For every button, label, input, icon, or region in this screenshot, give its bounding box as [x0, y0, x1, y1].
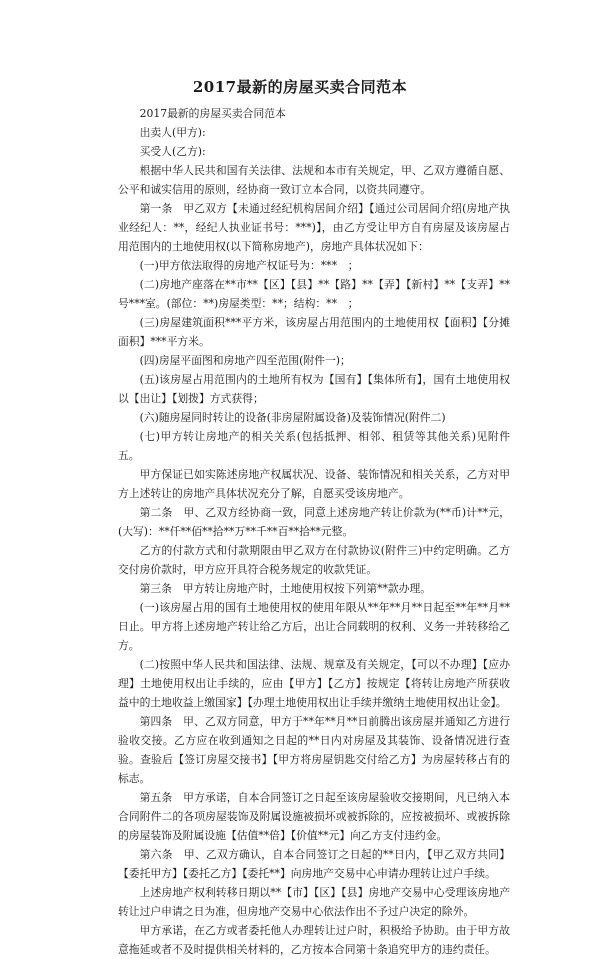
paragraph-guarantee: 甲方保证已如实陈述房地产权属状况、设备、装饰情况和相关关系，乙方对甲方上述转让的房地产具体状况充分了解，自愿买受该房地产。: [118, 468, 510, 500]
paragraph-article-2: 第二条 甲、乙双方经协商一致，同意上述房地产转让价款为(**币)计**元，(大写)：**仟**佰**拾**万**千**百**拾**元整。: [118, 506, 510, 538]
document-title: 2017最新的房屋买卖合同范本: [192, 78, 408, 96]
paragraph-seller: 出卖人(甲方):: [139, 126, 206, 139]
paragraph-subtitle: 2017最新的房屋买卖合同范本: [139, 107, 286, 120]
paragraph-preamble: 根据中华人民共和国有关法律、法规和本市有关规定，甲、乙双方遵循自愿、公平和诚实信用的原则，经协商一致订立本合同，以资共同遵守。: [118, 164, 510, 196]
paragraph-payment: 乙方的付款方式和付款期限由甲乙双方在付款协议(附件三)中约定明确。乙方交付房价款时，甲方应开具符合税务规定的收款凭证。: [118, 544, 510, 576]
paragraph-item: (三)房屋建筑面积***平方米，该房屋占用范围内的土地使用权【面积】【分摊面积】***平方米。: [118, 316, 510, 348]
paragraph-transfer-date: 上述房地产权利转移日期以**【市】【区】【县】房地产交易中心受理该房地产转让过户申请之日为准，但房地产交易中心依法作出不予过户决定的除外。: [118, 886, 510, 918]
paragraph-item: (一)甲方依法取得的房地产权证号为：*** ；: [139, 259, 359, 272]
paragraph-seller-promise: 甲方承诺，在乙方或者委托他人办理转让过户时，积极给予协助。由于甲方故意拖延或者不及时提供相关材料的，乙方按本合同第十条追究甲方的违约责任。: [118, 924, 510, 956]
document-body: [118, 104, 510, 959]
paragraph-article-3: 第三条 甲方转让房地产时，土地使用权按下列第**款办理。: [139, 582, 432, 595]
paragraph-article-4: 第四条 甲、乙双方同意，甲方于**年**月**日前腾出该房屋并通知乙方进行验收交接。乙方应在收到通知之日起的**日内对房屋及其装饰、设备情况进行查验。查验后【签订房屋交接书】【甲方将房屋钥匙交付给乙方】为房屋转移占有的标志。: [118, 715, 510, 785]
paragraph-item: (六)随房屋同时转让的设备(非房屋附属设备)及装饰情况(附件二): [139, 411, 446, 424]
paragraph-item: (二)按照中华人民共和国法律、法规、规章及有关规定，【可以不办理】【应办理】土地使用权出让手续的，应由【甲方】【乙方】按规定【将转让房地产所获收益中的土地收益上缴国家】【办理土地使用权出让手续并缴纳土地使用权出让金】。: [118, 658, 510, 709]
paragraph-item: (一)该房屋占用的国有土地使用权的使用年限从**年**月**日起至**年**月**日止。甲方将上述房地产转让给乙方后，出让合同载明的权利、义务一并转移给乙方。: [118, 601, 510, 652]
paragraph-buyer: 买受人(乙方):: [139, 145, 206, 158]
paragraph-article-6: 第六条 甲、乙双方确认，自本合同签订之日起的**日内，【甲乙双方共同】【委托甲方】【委托乙方】【委托**】向房地产交易中心申请办理转让过户手续。: [118, 848, 510, 880]
paragraph-item: (七)甲方转让房地产的相关关系(包括抵押、相邻、租赁等其他关系)见附件五。: [118, 430, 510, 462]
paragraph-article-1: 第一条 甲乙双方【未通过经纪机构居间介绍】【通过公司居间介绍(房地产执业经纪人：**，经纪人执业证书号：***)】，由乙方受让甲方自有房屋及该房屋占用范围内的土地使用权(以下简称房地产)，房地产具体状况如下：: [118, 202, 510, 253]
paragraph-article-5: 第五条 甲方承诺，自本合同签订之日起至该房屋验收交接期间，凡已纳入本合同附件二的各项房屋装饰及附属设施被损坏或被拆除的，应按被损坏、或被拆除的房屋装饰及附属设施【估值**倍】【价值**元】向乙方支付违约金。: [118, 791, 510, 842]
paragraph-item: (五)该房屋占用范围内的土地所有权为【国有】【集体所有】，国有土地使用权以【出让】【划拨】方式获得；: [118, 373, 510, 405]
paragraph-item: (四)房屋平面图和房地产四至范围(附件一)；: [139, 354, 351, 367]
paragraph-item: (二)房地产座落在**市**【区】【县】**【路】**【弄】【新村】**【支弄】**号***室。(部位：**)房屋类型：**；结构：** ；: [118, 278, 510, 310]
